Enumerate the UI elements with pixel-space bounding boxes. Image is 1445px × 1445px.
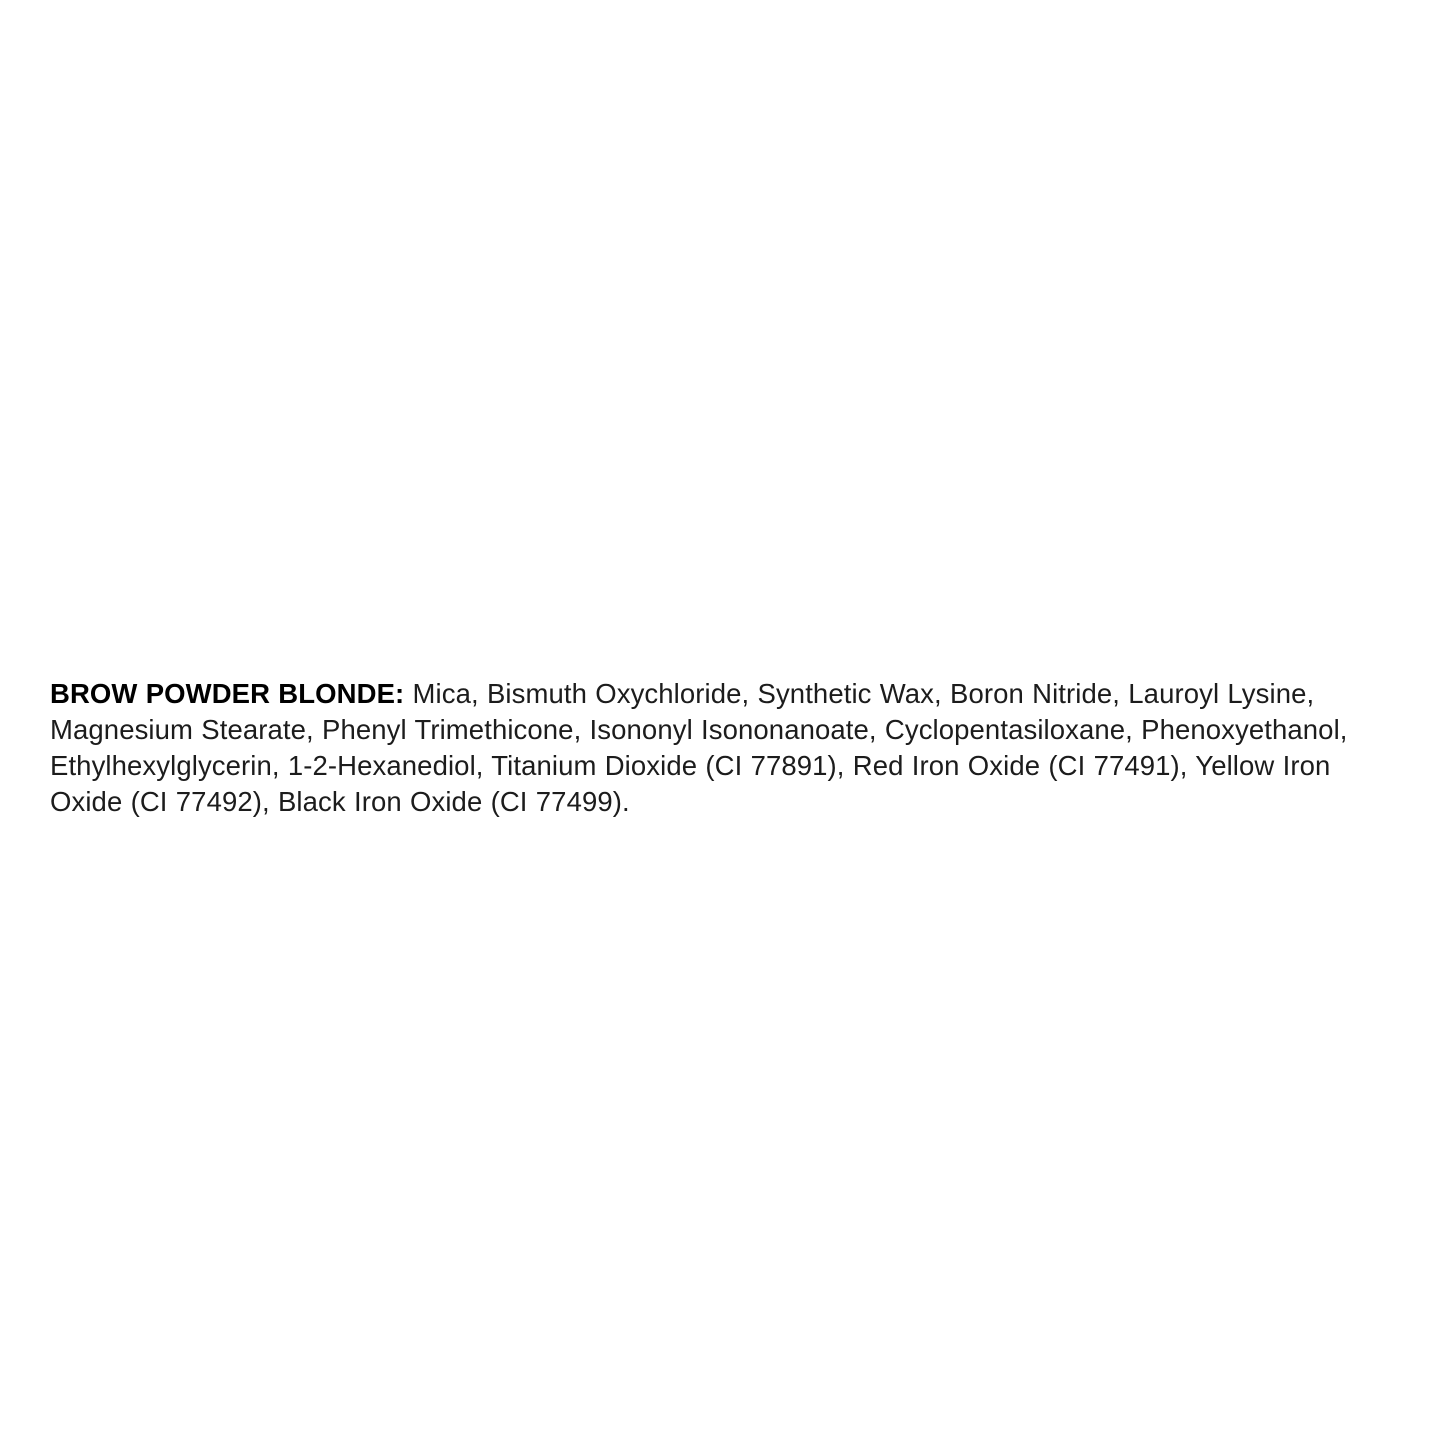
ingredients-paragraph (50, 676, 1395, 821)
ingredients-panel (50, 648, 1395, 848)
product-name-label: BROW POWDER BLONDE: (50, 677, 405, 709)
ingredients-list-text: Mica, Bismuth Oxychloride, Synthetic Wax, Boron Nitride, Lauroyl Lysine, Magnesium Stearate, Phenyl Trimethicone, Isononyl Isononanoate, Cyclopentasiloxane, Phenoxyethanol, Ethylhexylglycerin, 1-2-Hexanediol, Titanium Dioxide (CI 77891), Red Iron Oxide (CI 77491), Yellow Iron Oxide (CI 77492), Black Iron Oxide (CI 77499). (50, 677, 1348, 818)
